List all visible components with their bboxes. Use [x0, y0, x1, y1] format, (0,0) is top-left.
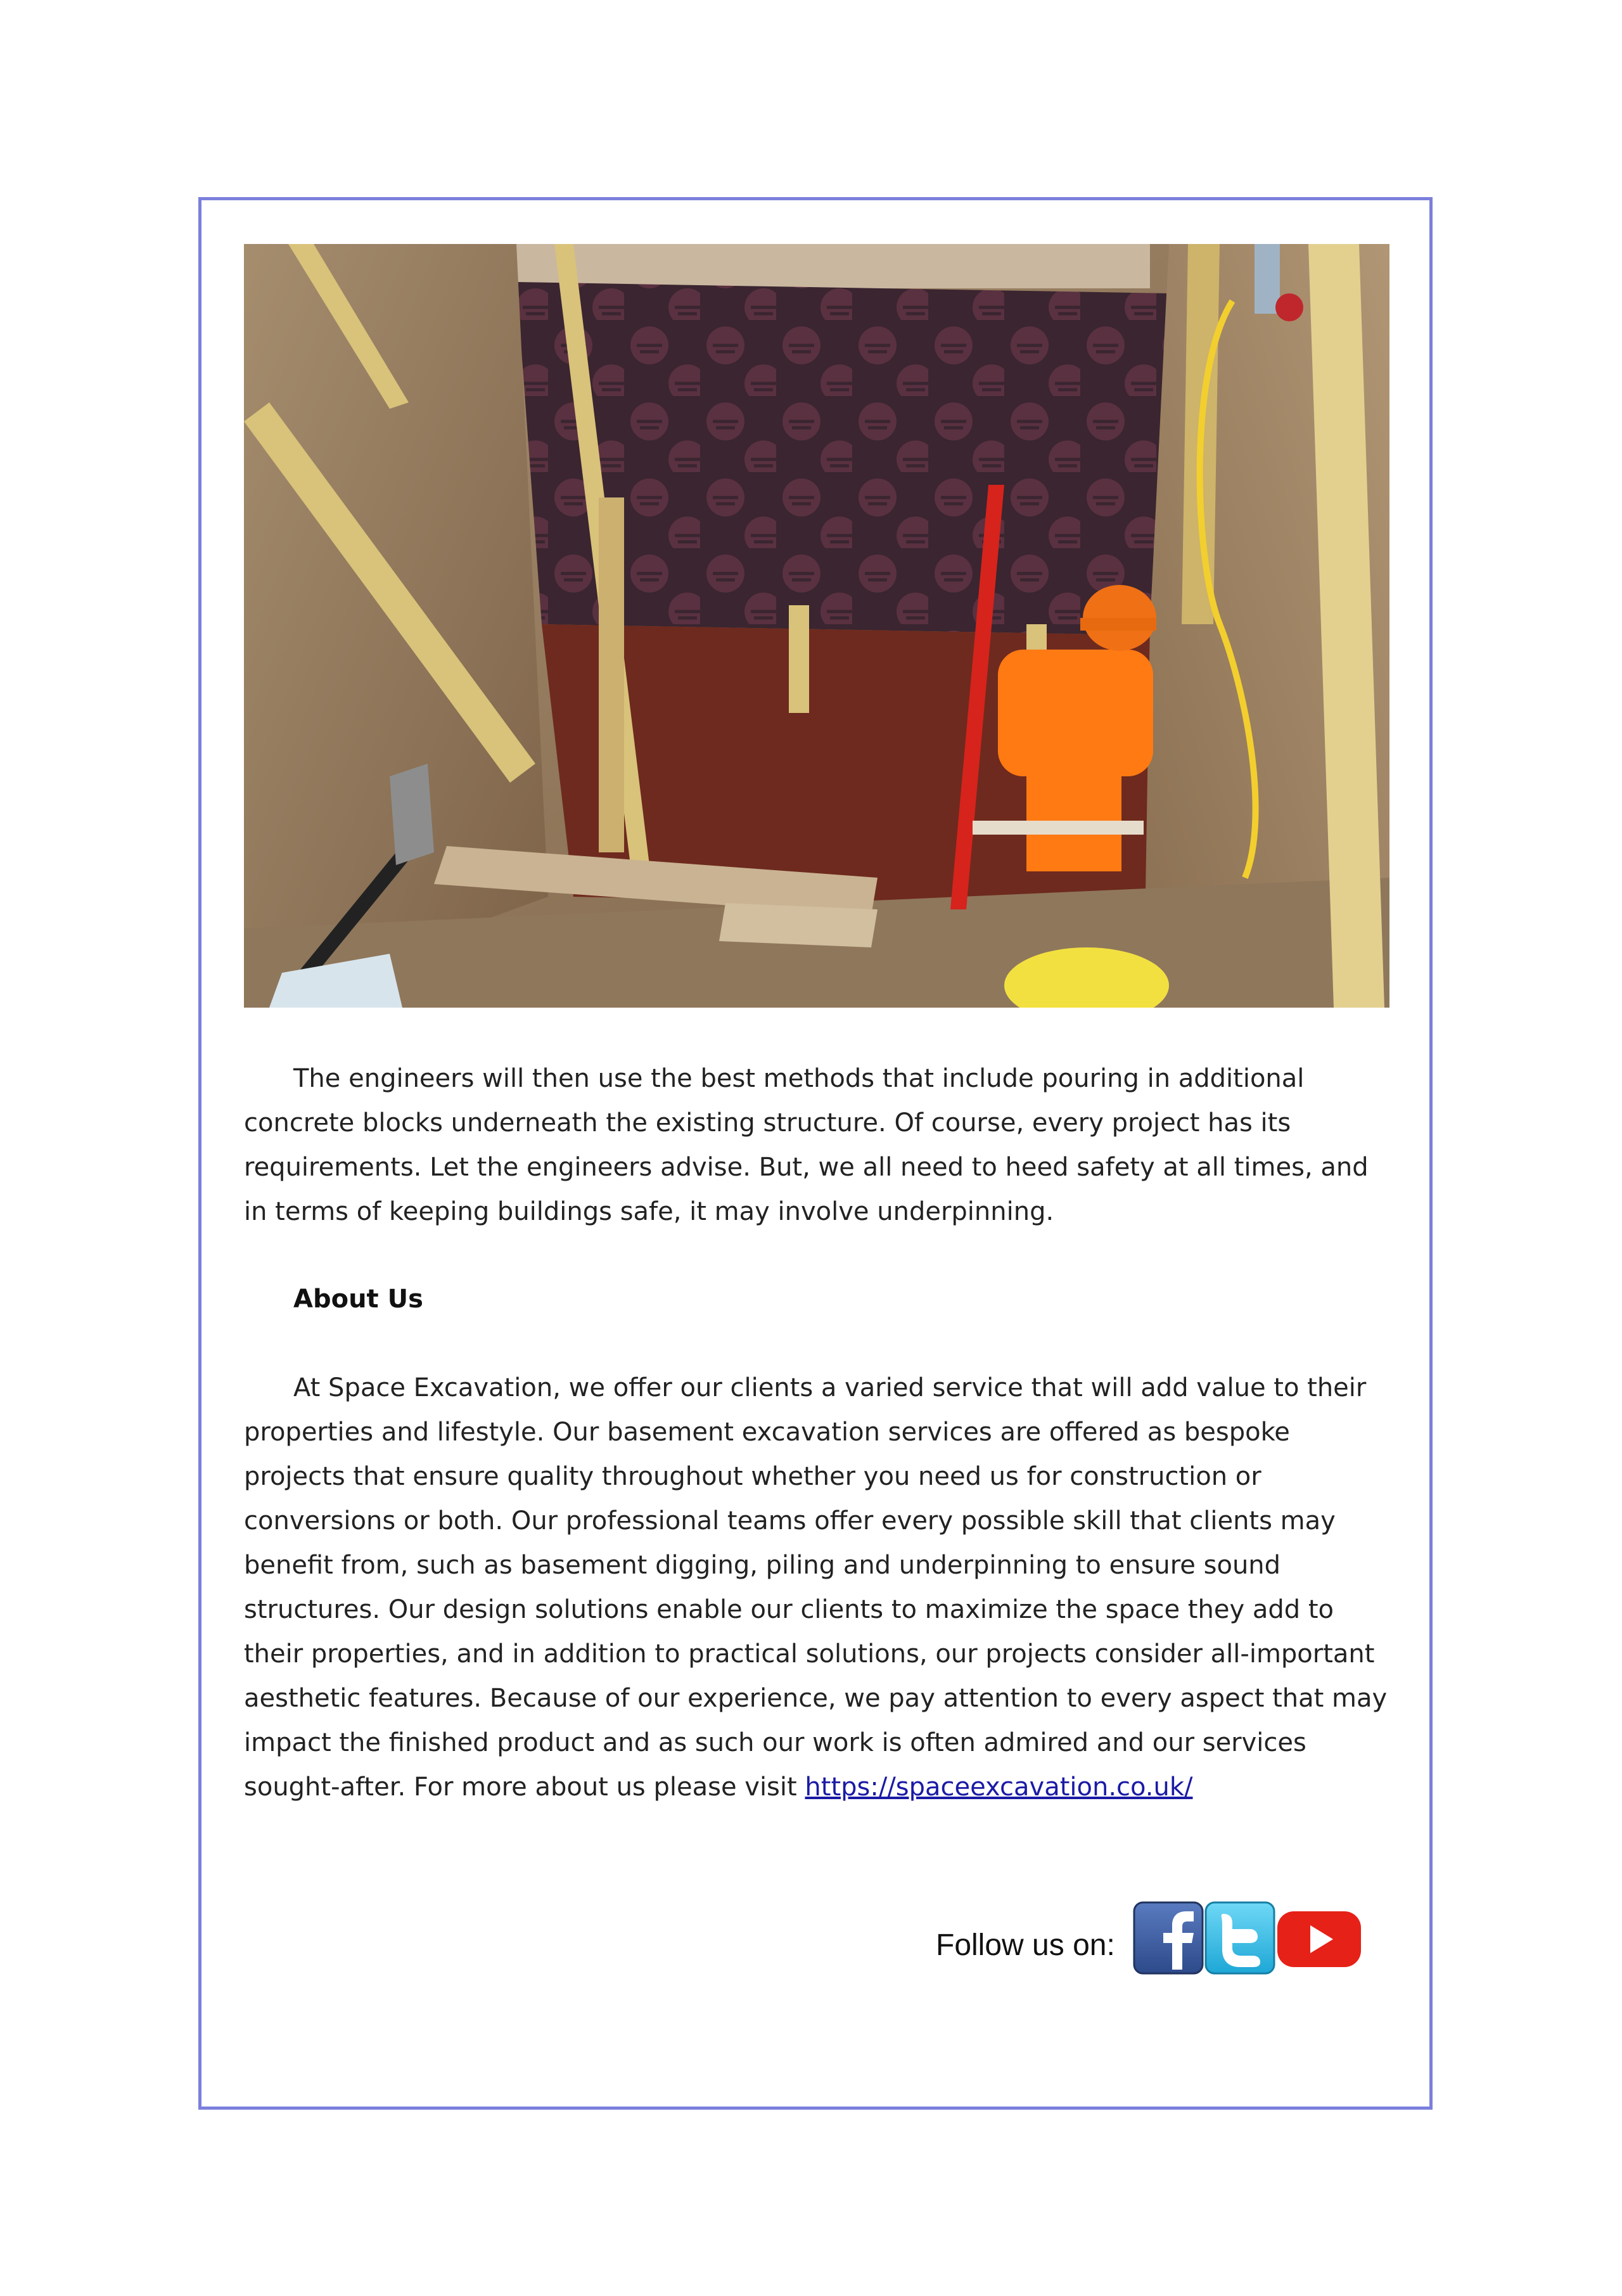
facebook-icon[interactable] — [1133, 1901, 1204, 1975]
excavation-photo — [244, 244, 1389, 1008]
excavation-photo-drawing — [244, 244, 1389, 1008]
about-paragraph-text: At Space Excavation, we offer our clients a varied service that will add value to their properties and lifestyle. Our basement excavation services are offered as bespoke projects that ensure quality throughout whether you need us for construction or conversions or both. Our professional teams offer every possible skill that clients may benefit from, such as basement digging, piling and underpinning to ensure sound structures. Our design solutions enable our clients to maximize the space they add to their properties, and in addition to practical solutions, our projects consider all-important aesthetic features. Because of our experience, we pay attention to every aspect that may impact the finished product and as such our work is often admired and our services sought-after. For more about us please visit — [244, 1373, 1388, 1802]
youtube-icon[interactable] — [1275, 1901, 1363, 1975]
about-paragraph — [244, 1366, 1391, 1809]
website-link[interactable]: https://spaceexcavation.co.uk/ — [805, 1773, 1193, 1802]
intro-paragraph-text: The engineers will then use the best methods that include pouring in additional concrete blocks underneath the existing structure. Of course, every project has its requirements. Let the engineers advise. But, we all need to heed safety at all times, and in terms of keeping buildings safe, it may involve underpinning. — [244, 1064, 1369, 1226]
about-heading: About Us — [293, 1285, 423, 1314]
follow-us-label: Follow us on: — [936, 1928, 1115, 1962]
intro-paragraph — [244, 1056, 1391, 1234]
twitter-icon[interactable] — [1204, 1901, 1275, 1975]
